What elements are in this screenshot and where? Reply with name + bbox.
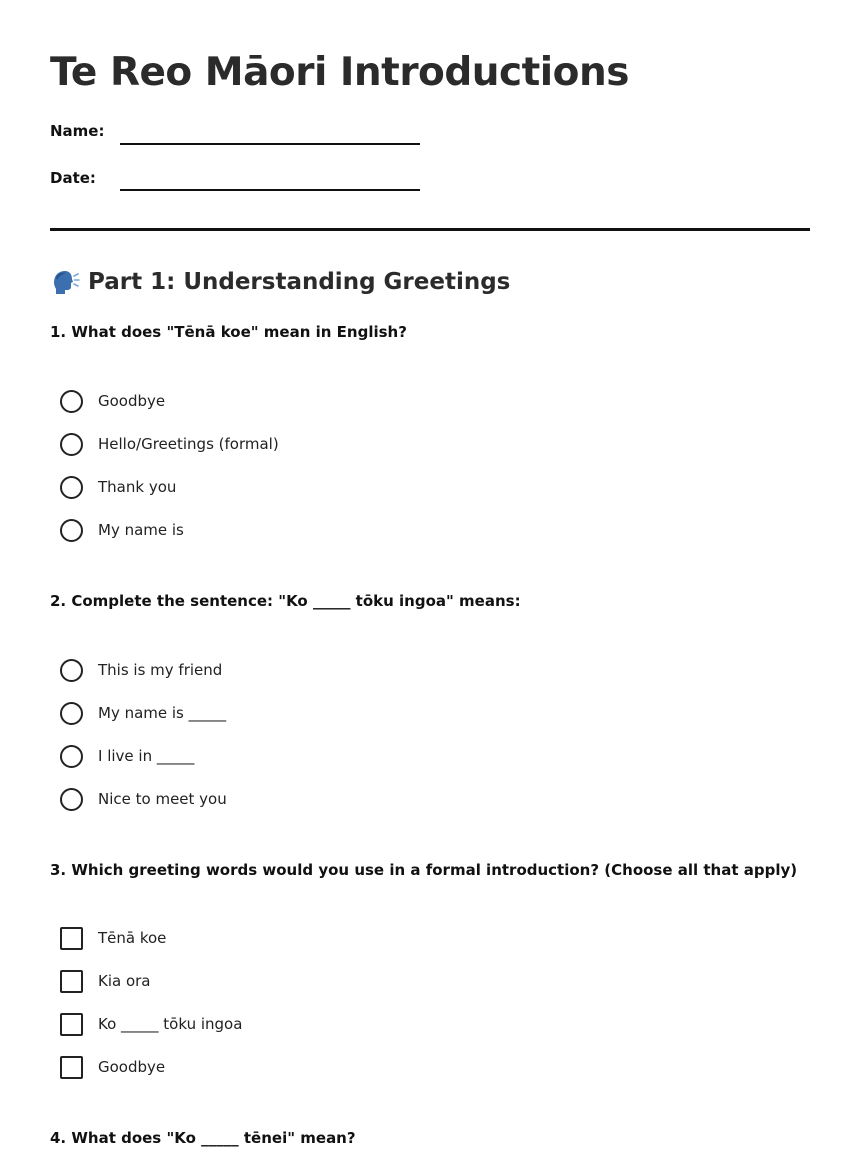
- checkbox[interactable]: [60, 1013, 83, 1036]
- section-title-text: Part 1: Understanding Greetings: [88, 269, 511, 295]
- q1-option-1[interactable]: [60, 388, 165, 414]
- q3-option-4[interactable]: [60, 1054, 165, 1080]
- section-title: [50, 267, 510, 297]
- header-divider: [50, 228, 810, 231]
- q2-option-4[interactable]: [60, 786, 227, 812]
- question-2: 2. Complete the sentence: "Ko _____ tōku ingoa" means:: [50, 592, 521, 610]
- checkbox[interactable]: [60, 970, 83, 993]
- name-field: [50, 122, 430, 152]
- q1-option-2[interactable]: [60, 431, 279, 457]
- option-label: My name is _____: [98, 704, 227, 722]
- option-label: My name is: [98, 521, 184, 539]
- question-1: 1. What does "Tēnā koe" mean in English?: [50, 323, 407, 341]
- radio-button[interactable]: [60, 519, 83, 542]
- radio-button[interactable]: [60, 788, 83, 811]
- option-label: Ko _____ tōku ingoa: [98, 1015, 243, 1033]
- q3-option-2[interactable]: [60, 968, 151, 994]
- question-3: 3. Which greeting words would you use in a formal introduction? (Choose all that apply): [50, 861, 798, 879]
- date-label: Date:: [50, 169, 96, 187]
- q2-option-1[interactable]: [60, 657, 222, 683]
- option-label: Thank you: [98, 478, 177, 496]
- radio-button[interactable]: [60, 745, 83, 768]
- option-label: Goodbye: [98, 1058, 166, 1076]
- date-input-line[interactable]: [120, 189, 420, 191]
- option-label: Kia ora: [98, 972, 151, 990]
- radio-button[interactable]: [60, 390, 83, 413]
- q2-option-3[interactable]: [60, 743, 194, 769]
- name-input-line[interactable]: [120, 143, 420, 145]
- question-4: 4. What does "Ko _____ tēnei" mean?: [50, 1129, 356, 1147]
- q1-option-3[interactable]: [60, 474, 176, 500]
- q1-option-4[interactable]: [60, 517, 184, 543]
- option-label: Hello/Greetings (formal): [98, 435, 279, 453]
- q2-option-2[interactable]: [60, 700, 226, 726]
- radio-button[interactable]: [60, 659, 83, 682]
- radio-button[interactable]: [60, 476, 83, 499]
- page-title: Te Reo Māori Introductions: [50, 50, 629, 95]
- date-field: [50, 169, 430, 199]
- radio-button[interactable]: [60, 433, 83, 456]
- checkbox[interactable]: [60, 1056, 83, 1079]
- radio-button[interactable]: [60, 702, 83, 725]
- q3-option-3[interactable]: [60, 1011, 242, 1037]
- option-label: Tēnā koe: [98, 929, 167, 947]
- speaking-head-icon: [50, 267, 80, 297]
- q3-option-1[interactable]: [60, 925, 166, 951]
- name-label: Name:: [50, 122, 105, 140]
- option-label: Nice to meet you: [98, 790, 227, 808]
- option-label: This is my friend: [98, 661, 223, 679]
- checkbox[interactable]: [60, 927, 83, 950]
- option-label: I live in _____: [98, 747, 195, 765]
- option-label: Goodbye: [98, 392, 166, 410]
